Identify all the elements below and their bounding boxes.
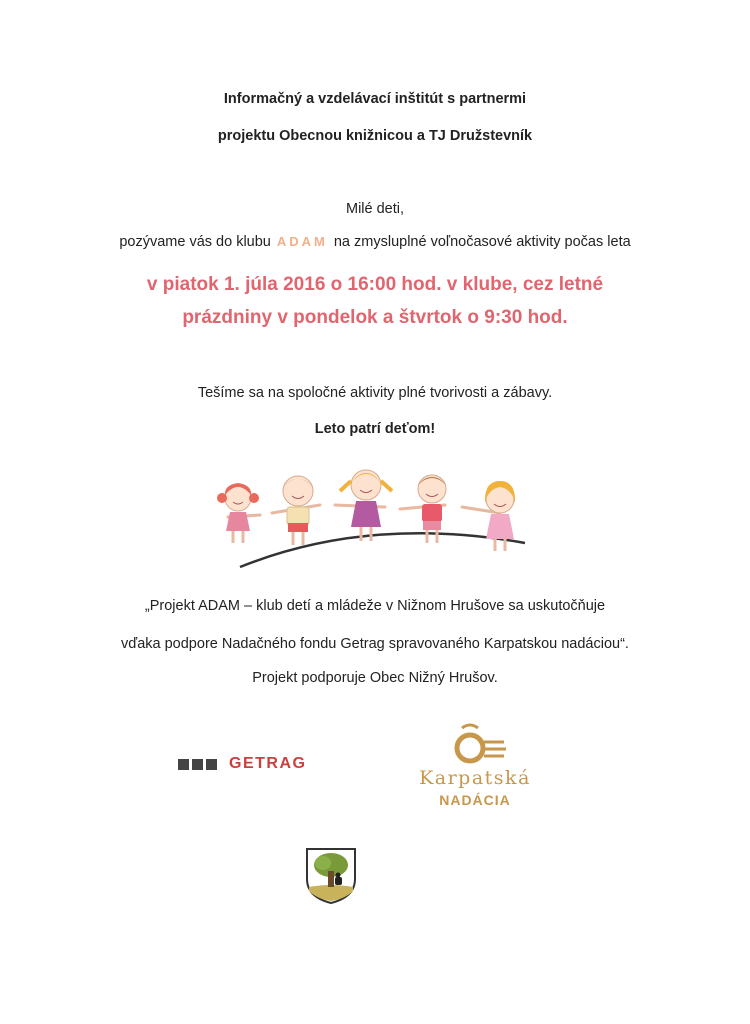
invitation-text-before: pozývame vás do klubu: [119, 234, 271, 250]
project-line-2: vďaka podpore Nadačného fondu Getrag spravovaného Karpatskou nadáciou“.: [121, 636, 629, 652]
project-line-1: „Projekt ADAM – klub detí a mládeže v Nižnom Hrušove sa uskutočňuje: [144, 598, 606, 614]
child-1: [217, 483, 259, 543]
header-line-2: projektu Obecnou knižnicou a TJ Družstevník: [217, 128, 533, 144]
children-illustration: [200, 465, 540, 575]
ground-arc: [240, 533, 525, 567]
getrag-square-2: [192, 759, 203, 770]
getrag-square-3: [206, 759, 217, 770]
header-line-1: Informačný a vzdelávací inštitút s partnermi: [223, 91, 527, 107]
karpatska-sub: NADÁCIA: [439, 792, 511, 808]
invitation-line: [0, 233, 750, 251]
getrag-square-1: [178, 759, 189, 770]
karpatska-nadacia-logo: [404, 722, 554, 817]
slogan: Leto patrí deťom!: [314, 421, 436, 437]
closing-text: Tešíme sa na spoločné aktivity plné tvorivosti a zábavy.: [197, 385, 553, 401]
getrag-text: GETRAG: [229, 755, 307, 772]
highlight-line-2: prázdniny v pondelok a štvrtok o 9:30 hod.: [182, 307, 568, 328]
getrag-logo: [178, 754, 306, 774]
karpatska-name: Karpatská: [419, 767, 531, 789]
karpatska-emblem-icon: [450, 722, 510, 766]
project-line-3: Projekt podporuje Obec Nižný Hrušov.: [252, 670, 498, 686]
child-2: [283, 476, 313, 545]
village-crest-icon: [305, 847, 357, 905]
greeting: Milé deti,: [345, 201, 405, 217]
highlight-line-1: v piatok 1. júla 2016 o 16:00 hod. v klube, cez letné: [146, 274, 604, 295]
invitation-text-after: na zmysluplné voľnočasové aktivity počas leta: [333, 234, 631, 250]
club-name: ADAM: [276, 234, 328, 249]
